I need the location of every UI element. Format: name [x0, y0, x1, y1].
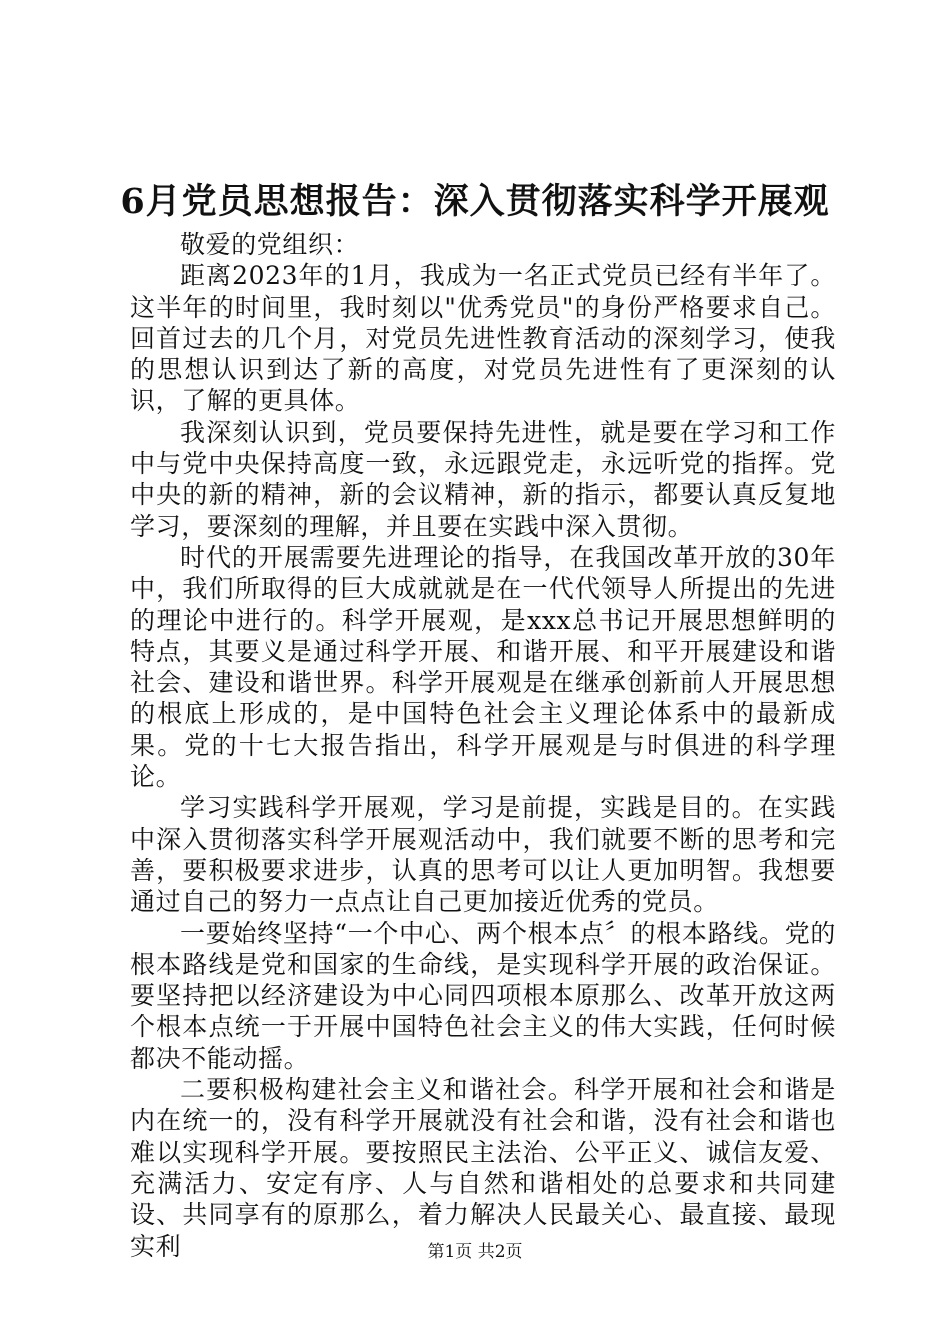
document-title: 6月党员思想报告：深入贯彻落实科学开展观 [120, 181, 830, 222]
paragraph: 学习实践科学开展观，学习是前提，实践是目的。在实践中深入贯彻落实科学开展观活动中，我们就要不断的思考和完善，要积极要求进步，认真的思考可以让人更加明智。我想要通过自己的努力一点点让自己更加接近优秀的党员。 [130, 793, 836, 917]
salutation: 敬爱的党组织： [180, 230, 360, 259]
page-footer: 第1页 共2页 [427, 1242, 523, 1262]
paragraph: 一要始终坚持“一个中心、两个根本点〞的根本路线。党的根本路线是党和国家的生命线，是实现科学开展的政治保证。要坚持把以经济建设为中心同四项根本原那么、改革开放这两个根本点统一于开展中国特色社会主义的伟大实践，任何时候都决不能动摇。 [130, 918, 836, 1073]
paragraph: 二要积极构建社会主义和谐社会。科学开展和社会和谐是内在统一的，没有科学开展就没有社会和谐，没有社会和谐也难以实现科学开展。要按照民主法治、公平正义、诚信友爱、充满活力、安定有序、人与自然和谐相处的总要求和共同建设、共同享有的原那么，着力解决人民最关心、最直接、最现实利 [130, 1075, 836, 1261]
paragraph: 我深刻认识到，党员要保持先进性，就是要在学习和工作中与党中央保持高度一致，永远跟党走，永远听党的指挥。党中央的新的精神，新的会议精神，新的指示，都要认真反复地学习，要深刻的理解，并且要在实践中深入贯彻。 [130, 417, 836, 541]
document-body [130, 229, 836, 1262]
paragraph: 距离2023年的1月，我成为一名正式党员已经有半年了。这半年的时间里，我时刻以"优秀党员"的身份严格要求自己。回首过去的几个月，对党员先进性教育活动的深刻学习，使我的思想认识到达了新的高度，对党员先进性有了更深刻的认识，了解的更具体。 [130, 261, 836, 416]
paragraph: 时代的开展需要先进理论的指导，在我国改革开放的30年中，我们所取得的巨大成就就是在一代代领导人所提出的先进的理论中进行的。科学开展观，是xxx总书记开展思想鲜明的特点，其要义是通过科学开展、和谐开展、和平开展建设和谐社会、建设和谐世界。科学开展观是在继承创新前人开展思想的根底上形成的，是中国特色社会主义理论体系中的最新成果。党的十七大报告指出，科学开展观是与时俱进的科学理论。 [130, 542, 836, 792]
